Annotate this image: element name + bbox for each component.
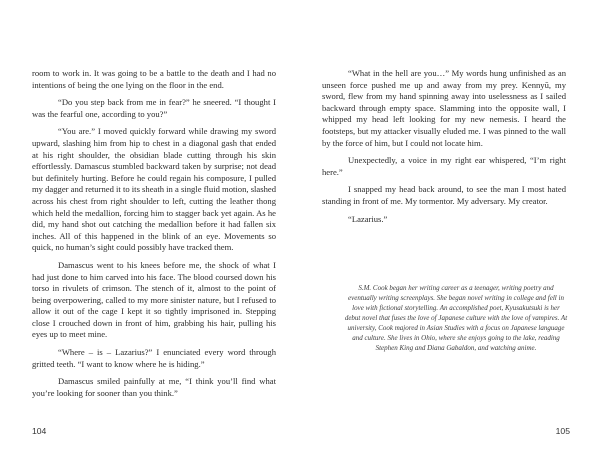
page-number: 105 <box>555 426 570 436</box>
paragraph: “Where – is – Lazarius?” I enunciated every word through gritted teeth. “I want to know where he is hiding.” <box>32 347 276 369</box>
paragraph: “Lazarius.” <box>348 213 388 224</box>
paragraph: I snapped my head back around, to see the man I most hated standing in front of me. My tormentor. My adversary. My creator. <box>322 184 566 206</box>
right-text-column <box>322 68 566 231</box>
paragraph: “You are.” I moved quickly forward while drawing my sword upward, slashing him from hip to chest in a diagonal gash that ended at his right shoulder, the obsidian blade cutting through his skin effortlessly. Damascus stumbled backward taken by surprise; not dead but definitely hurting. Before he could regain his composure, I pulled my dagger and returned it to its sheath in a single fluid motion, slashed across his chest from right shoulder to left, cutting the leather thong which held the medallion, forcing him to stagger back yet again. As he did, my hand shot out catching the medallion before it had fallen six inches. All of this happened in the blink of an eye. Movements so quick, no human’s sight could possibly have tracked them. <box>32 126 276 253</box>
paragraph: Damascus smiled painfully at me, “I think you’ll find what you’re looking for sooner than you think.” <box>32 376 276 398</box>
paragraph: “Do you step back from me in fear?” he sneered. “I thought I was the fearful one, according to you?” <box>32 97 276 119</box>
paragraph: “What in the hell are you…” My words hung unfinished as an unseen force pushed me up and away from my prey. Kennyū, my sword, flew from my hand spinning away into uselessness as I sailed backward through empty space. Slamming into the opposite wall, I whipped my head left looking for my new nemesis. I heard the footsteps, but my attacker visually eluded me. I was pinned to the wall by the force of him, but I could not locate him. <box>322 68 566 148</box>
right-page <box>300 0 600 463</box>
paragraph: room to work in. It was going to be a battle to the death and I had no intentions of being the one lying on the floor in the end. <box>32 68 276 90</box>
left-text-column <box>32 68 276 405</box>
paragraph: Unexpectedly, a voice in my right ear whispered, “I’m right here.” <box>322 155 566 177</box>
paragraph: Damascus went to his knees before me, the shock of what I had just done to him carved into his face. The blood coursed down his torso in rivulets of crimson. The stench of it, almost to the point of being overpowering, called to my more sinister nature, but I refused to allow it out of the cage I kept it so tightly imprisoned in. Stepping close I crouched down in front of him, grabbing his hair, pulling his eyes up to meet mine. <box>32 259 276 340</box>
page-number: 104 <box>32 426 47 436</box>
author-bio: S.M. Cook began her writing career as a teenager, writing poetry and eventually writing screenplays. She began novel writing in college and fell in love with fictional storytelling. An accomplished poet, Kyusakutsuki is her debut novel that fuses the love of Japanese culture with the love of vampires. At university, Cook majored in Asian Studies with a focus on Japanese language and culture. She lives in Ohio, where she enjoys going to the lake, reading Stephen King and Diana Gabaldon, and watching anime. <box>344 284 568 352</box>
